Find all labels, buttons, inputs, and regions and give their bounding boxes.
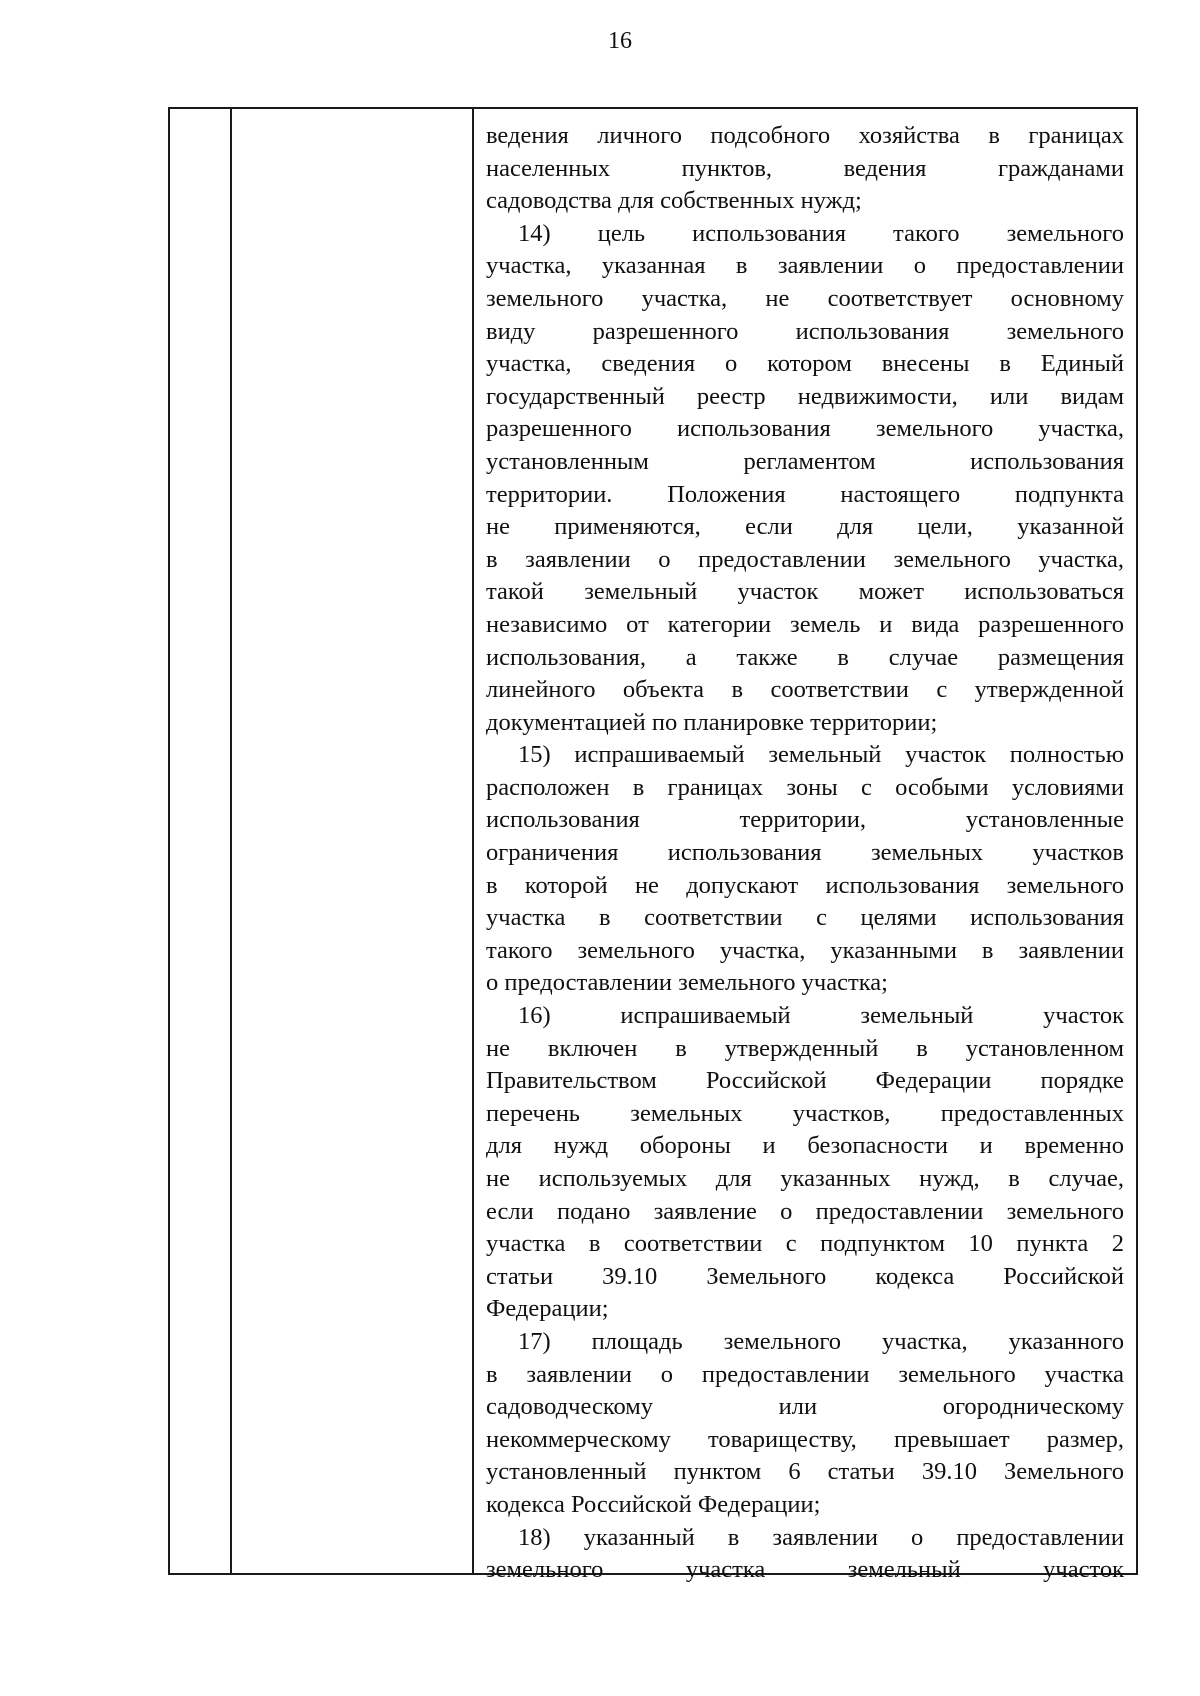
text-line-content: некоммерческому товариществу, превышает размер, xyxy=(486,1425,1124,1453)
text-line-content: Федерации; xyxy=(486,1295,609,1323)
text-line xyxy=(486,1489,1124,1522)
text-line-content: населенных пунктов, ведения гражданами xyxy=(486,154,1124,182)
text-line xyxy=(486,870,1124,903)
text-line-content: 15) испрашиваемый земельный участок полностью xyxy=(518,741,1124,769)
text-line-content: 17) площадь земельного участка, указанного xyxy=(518,1327,1124,1355)
text-line xyxy=(486,609,1124,642)
column-divider-1 xyxy=(230,109,232,1573)
text-line xyxy=(486,250,1124,283)
text-line-content: установленный пунктом 6 статьи 39.10 Земельного xyxy=(486,1458,1124,1486)
text-line-content: ведения личного подсобного хозяйства в границах xyxy=(486,122,1124,149)
text-line xyxy=(486,1293,1124,1326)
text-line xyxy=(486,1196,1124,1229)
text-line-content: независимо от категории земель и вида разрешенного xyxy=(486,610,1124,638)
text-line xyxy=(486,1522,1124,1555)
column-divider-2 xyxy=(472,109,474,1573)
text-cell xyxy=(486,120,1124,1587)
text-line xyxy=(486,544,1124,577)
text-line-content: статьи 39.10 Земельного кодекса Российской xyxy=(486,1262,1124,1290)
text-line xyxy=(486,1000,1124,1033)
text-line xyxy=(486,674,1124,707)
text-line-content: документацией по планировке территории; xyxy=(486,708,938,736)
text-line xyxy=(486,1065,1124,1098)
text-line xyxy=(486,446,1124,479)
text-line xyxy=(486,576,1124,609)
text-line-content: использования территории, установленные xyxy=(486,806,1124,834)
text-line-content: земельного участка земельный участок xyxy=(486,1556,1124,1584)
text-line-content: участка, указанная в заявлении о предоставлении xyxy=(486,252,1124,280)
text-line xyxy=(486,185,1124,218)
text-line xyxy=(486,967,1124,1000)
text-line xyxy=(486,1326,1124,1359)
text-line-content: расположен в границах зоны с особыми условиями xyxy=(486,773,1124,801)
text-line xyxy=(486,1098,1124,1131)
text-line xyxy=(486,1554,1124,1587)
text-line xyxy=(486,1228,1124,1261)
text-line xyxy=(486,707,1124,740)
text-line-content: в которой не допускают использования земельного xyxy=(486,871,1124,899)
text-line xyxy=(486,120,1124,153)
text-line xyxy=(486,739,1124,772)
text-line-content: участка, сведения о котором внесены в Единый xyxy=(486,350,1124,378)
text-line-content: в заявлении о предоставлении земельного участка, xyxy=(486,545,1124,573)
text-line-content: разрешенного использования земельного участка, xyxy=(486,415,1124,443)
text-line-content: в заявлении о предоставлении земельного участка xyxy=(486,1360,1124,1388)
text-line-content: установленным регламентом использования xyxy=(486,447,1124,475)
text-line-content: участка в соответствии с подпунктом 10 пункта 2 xyxy=(486,1230,1124,1258)
text-line xyxy=(486,1391,1124,1424)
text-line xyxy=(486,283,1124,316)
text-line xyxy=(486,935,1124,968)
text-line-content: территории. Положения настоящего подпункта xyxy=(486,480,1124,508)
text-line xyxy=(486,1261,1124,1294)
text-line-content: использования, а также в случае размещения xyxy=(486,643,1124,671)
text-line xyxy=(486,479,1124,512)
text-line-content: государственный реестр недвижимости, или видам xyxy=(486,382,1124,410)
text-line-content: кодекса Российской Федерации; xyxy=(486,1490,821,1518)
text-line xyxy=(486,1033,1124,1066)
text-line-content: виду разрешенного использования земельного xyxy=(486,317,1124,345)
text-line xyxy=(486,1456,1124,1489)
text-line-content: такой земельный участок может использоваться xyxy=(486,578,1124,606)
text-line xyxy=(486,153,1124,186)
text-line-content: земельного участка, не соответствует основному xyxy=(486,284,1124,312)
text-line-content: не включен в утвержденный в установленном xyxy=(486,1034,1124,1062)
text-line-content: садоводства для собственных нужд; xyxy=(486,187,862,215)
text-line-content: если подано заявление о предоставлении земельного xyxy=(486,1197,1124,1225)
text-line-content: перечень земельных участков, предоставленных xyxy=(486,1099,1124,1127)
text-line xyxy=(486,1130,1124,1163)
text-line-content: такого земельного участка, указанными в заявлении xyxy=(486,936,1124,964)
text-line-content: о предоставлении земельного участка; xyxy=(486,969,888,997)
text-line xyxy=(486,511,1124,544)
text-line xyxy=(486,381,1124,414)
text-line xyxy=(486,218,1124,251)
text-line-content: садоводческому или огородническому xyxy=(486,1393,1124,1421)
text-line-content: для нужд обороны и безопасности и временно xyxy=(486,1132,1124,1160)
page-number: 16 xyxy=(608,28,632,54)
text-line-content: не применяются, если для цели, указанной xyxy=(486,513,1124,541)
text-line xyxy=(486,348,1124,381)
text-line xyxy=(486,804,1124,837)
text-line xyxy=(486,837,1124,870)
text-line-content: линейного объекта в соответствии с утвержденной xyxy=(486,676,1124,704)
text-line-content: 14) цель использования такого земельного xyxy=(518,219,1124,247)
text-line xyxy=(486,316,1124,349)
text-line xyxy=(486,642,1124,675)
text-line xyxy=(486,1424,1124,1457)
document-table xyxy=(168,107,1138,1584)
text-line xyxy=(486,1163,1124,1196)
text-line-content: 16) испрашиваемый земельный участок xyxy=(518,1002,1124,1030)
text-line-content: участка в соответствии с целями использования xyxy=(486,904,1124,932)
text-line xyxy=(486,902,1124,935)
text-line xyxy=(486,413,1124,446)
text-line xyxy=(486,1359,1124,1392)
text-line-content: ограничения использования земельных участков xyxy=(486,839,1124,867)
text-line xyxy=(486,772,1124,805)
text-line-content: 18) указанный в заявлении о предоставлении xyxy=(518,1523,1124,1551)
text-line-content: не используемых для указанных нужд, в случае, xyxy=(486,1165,1124,1192)
text-line-content: Правительством Российской Федерации порядке xyxy=(486,1067,1124,1095)
